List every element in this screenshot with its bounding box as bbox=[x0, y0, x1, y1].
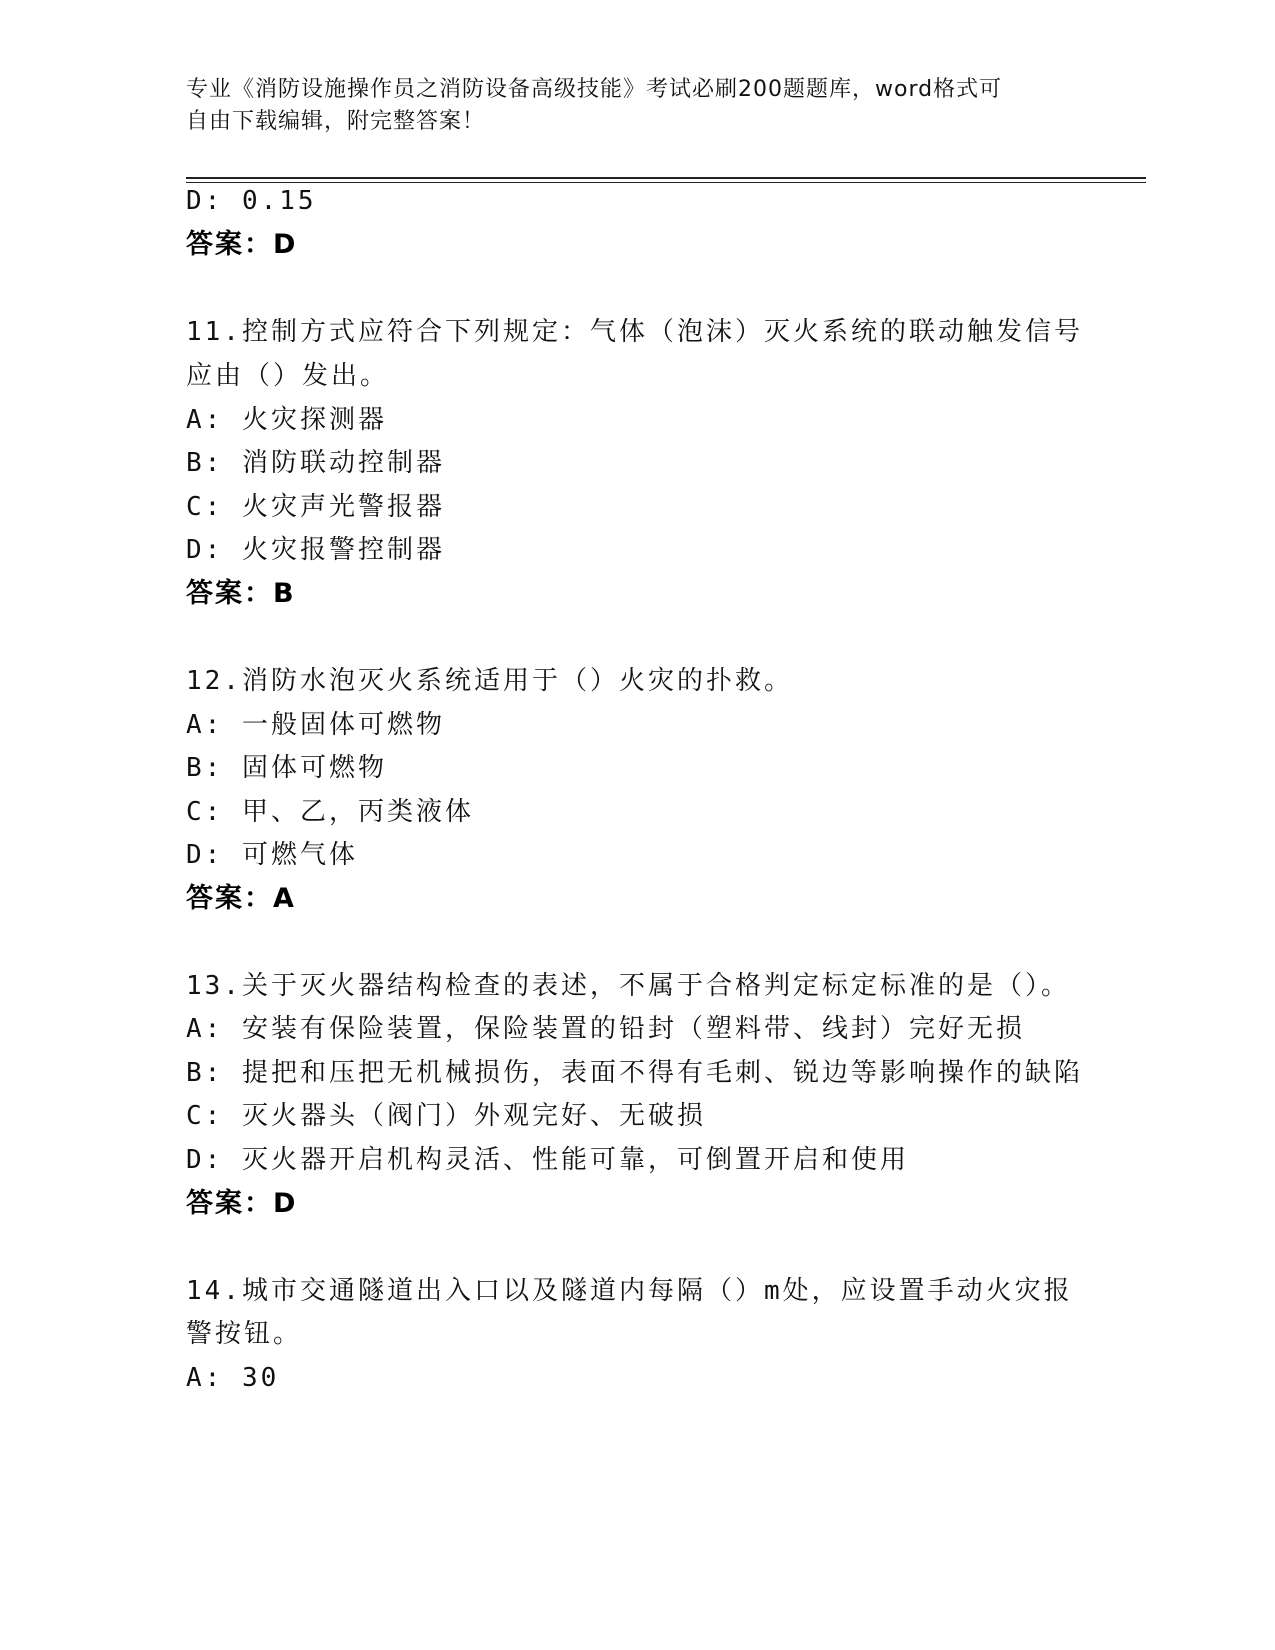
q11-option-b: B: 消防联动控制器 bbox=[186, 448, 445, 478]
q11-option-c: C: 火灾声光警报器 bbox=[186, 492, 445, 522]
header-rule-thin bbox=[186, 182, 1146, 183]
q12-option-a: A: 一般固体可燃物 bbox=[186, 710, 445, 740]
document-header bbox=[186, 74, 1086, 138]
q13-option-b: B: 提把和压把无机械损伤，表面不得有毛刺、锐边等影响操作的缺陷 bbox=[186, 1058, 1083, 1088]
q11-answer: 答案：B bbox=[186, 578, 296, 609]
prev-answer: 答案：D bbox=[186, 229, 298, 260]
q14-stem-line-2: 警按钮。 bbox=[186, 1319, 303, 1349]
q12-option-b: B: 固体可燃物 bbox=[186, 753, 387, 783]
q13-answer: 答案：D bbox=[186, 1188, 298, 1219]
header-line-2: 自由下载编辑，附完整答案！ bbox=[186, 109, 486, 134]
q13-stem-line-1: 13.关于灭火器结构检查的表述，不属于合格判定标定标准的是（）。 bbox=[186, 971, 1070, 1001]
q12-stem-line-1: 12.消防水泡灭火系统适用于（）火灾的扑救。 bbox=[186, 666, 793, 696]
q12-answer: 答案：A bbox=[186, 883, 296, 914]
q14-stem-line-1: 14.城市交通隧道出入口以及隧道内每隔（）m处，应设置手动火灾报 bbox=[186, 1276, 1073, 1306]
q12-option-d: D: 可燃气体 bbox=[186, 840, 358, 870]
q11-option-a: A: 火灾探测器 bbox=[186, 405, 387, 435]
q13-option-d: D: 灭火器开启机构灵活、性能可靠，可倒置开启和使用 bbox=[186, 1145, 909, 1175]
header-rule-thick bbox=[186, 177, 1146, 179]
q12-option-c: C: 甲、乙，丙类液体 bbox=[186, 797, 474, 827]
q14-option-a: A: 30 bbox=[186, 1363, 280, 1393]
q11-stem-line-2: 应由（）发出。 bbox=[186, 361, 390, 391]
q13-option-a: A: 安装有保险装置，保险装置的铅封（塑料带、线封）完好无损 bbox=[186, 1014, 1025, 1044]
q11-option-d: D: 火灾报警控制器 bbox=[186, 535, 445, 565]
q13-option-c: C: 灭火器头（阀门）外观完好、无破损 bbox=[186, 1101, 706, 1131]
q11-stem-line-1: 11.控制方式应符合下列规定：气体（泡沫）灭火系统的联动触发信号 bbox=[186, 317, 1083, 347]
prev-option-d: D: 0.15 bbox=[186, 186, 317, 216]
header-line-1: 专业《消防设施操作员之消防设备高级技能》考试必刷200题题库，word格式可 bbox=[186, 77, 1003, 102]
